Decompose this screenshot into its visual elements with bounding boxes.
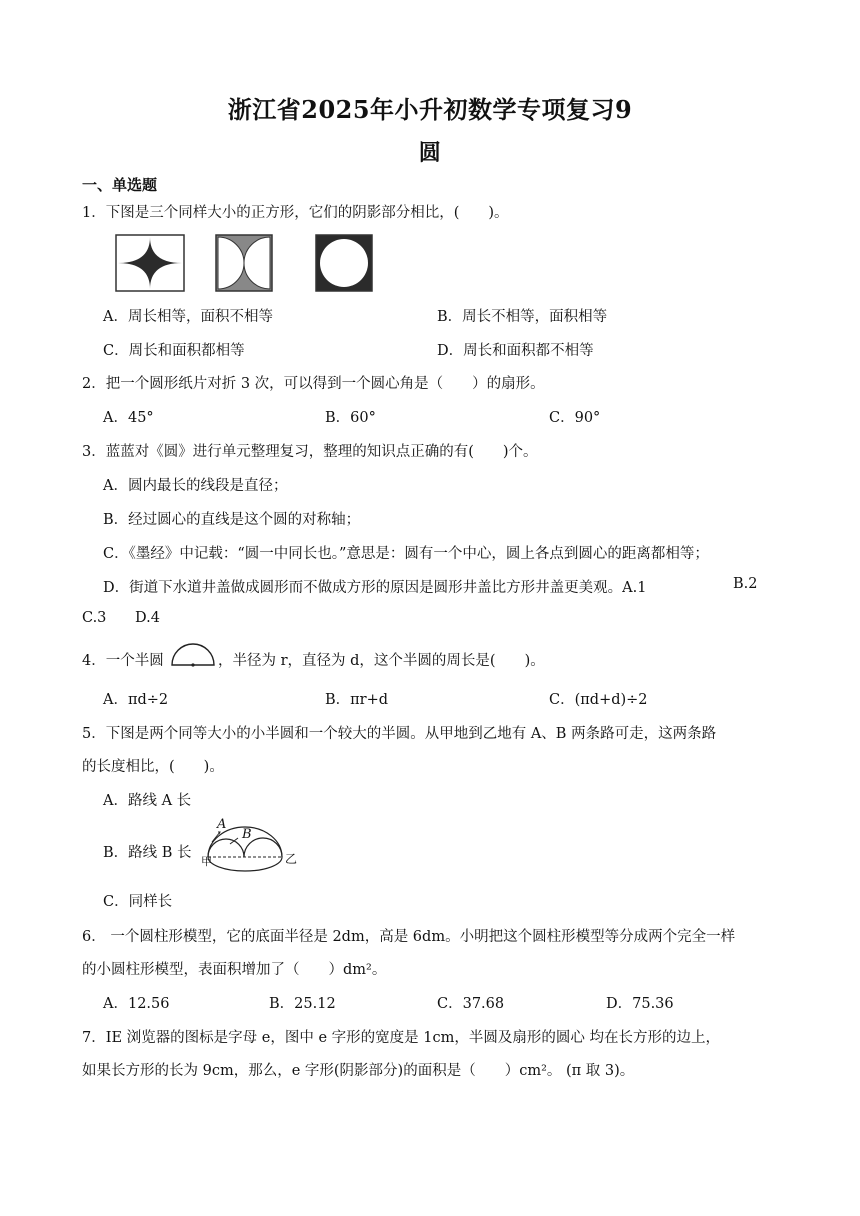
- semicircle-icon: [170, 643, 216, 667]
- q1-option-a: A．周长相等，面积不相等: [103, 309, 273, 325]
- route-a-label: A: [217, 817, 227, 832]
- q6-option-b: B．25.12: [269, 996, 336, 1012]
- q2-option-a: A．45°: [103, 410, 154, 426]
- q4-option-a: A．πd÷2: [103, 692, 169, 708]
- section-heading: 一、单选题: [82, 176, 158, 194]
- q1-option-c: C．周长和面积都相等: [103, 343, 245, 359]
- q5-option-c: C．同样长: [103, 894, 173, 910]
- page-title: 浙江省2025年小升初数学专项复习9: [227, 95, 633, 124]
- q4-option-b: B．πr+d: [325, 692, 389, 708]
- q1-stem: 1．下图是三个同样大小的正方形，它们的阴影部分相比，( )。: [82, 205, 509, 221]
- q4-stem-end: ，半径为 r，直径为 d，这个半圆的周长是( )。: [218, 653, 545, 669]
- q5-stem-line2: 的长度相比，( )。: [82, 759, 224, 775]
- q2-option-b: B．60°: [325, 410, 376, 426]
- q3-statement-b: B．经过圆心的直线是这个圆的对称轴；: [103, 512, 361, 528]
- q7-stem-line1: 7．IE 浏览器的图标是字母 e，图中 e 字形的宽度是 1cm，半圆及扇形的圆心 均在长方形的边上，: [82, 1030, 720, 1046]
- q6-option-d: D．75.36: [606, 996, 674, 1012]
- q1-figure-square-3: [316, 235, 372, 291]
- q1-figure-square-1: [116, 235, 184, 291]
- q3-option-c: C.3: [82, 610, 107, 626]
- q5-stem-line1: 5．下图是两个同等大小的小半圆和一个较大的半圆。从甲地到乙地有 A、B 两条路可走，这两条路: [82, 726, 717, 742]
- page-subtitle: 圆: [418, 140, 442, 166]
- q6-option-c: C．37.68: [437, 996, 505, 1012]
- q6-stem-line2: 的小圆柱形模型，表面积增加了（ ）dm²。: [82, 962, 387, 978]
- q2-option-c: C．90°: [549, 410, 601, 426]
- q3-statement-d: D．街道下水道井盖做成圆形而不做成方形的原因是圆形井盖比方形井盖更美观。A.1: [103, 580, 647, 596]
- route-b-label: B: [242, 827, 252, 842]
- start-point-label: 甲: [201, 855, 212, 868]
- q4-option-c: C．(πd+d)÷2: [549, 692, 648, 708]
- q3-statement-c: C．《墨经》中记载：“圆一中同长也。”意思是：圆有一个中心，圆上各点到圆心的距离都相等；: [103, 546, 709, 562]
- q7-stem-line2: 如果长方形的长为 9cm，那么，e 字形(阴影部分)的面积是（ ）cm²。 (π 取 3)。: [82, 1063, 635, 1079]
- q6-option-a: A．12.56: [103, 996, 170, 1012]
- q3-stem: 3．蓝蓝对《圆》进行单元整理复习，整理的知识点正确的有( )个。: [82, 444, 538, 460]
- q1-figure-square-2: [216, 235, 272, 291]
- end-point-label: 乙: [285, 852, 298, 866]
- q3-option-b: B.2: [733, 576, 758, 592]
- q5-option-b: B．路线 B 长: [103, 845, 192, 861]
- q2-stem: 2．把一个圆形纸片对折 3 次，可以得到一个圆心角是（ ）的扇形。: [82, 376, 545, 392]
- q3-statement-a: A．圆内最长的线段是直径；: [103, 478, 288, 494]
- q1-option-b: B．周长不相等，面积相等: [437, 309, 608, 325]
- q3-option-d: D.4: [135, 610, 160, 626]
- q4-stem-start: 4．一个半圆: [82, 653, 164, 669]
- q1-option-d: D．周长和面积都不相等: [437, 343, 594, 359]
- q6-stem-line1: 6． 一个圆柱形模型，它的底面半径是 2dm，高是 6dm。小明把这个圆柱形模型等分成两个完全一样: [82, 929, 736, 945]
- q5-option-a: A．路线 A 长: [103, 793, 192, 809]
